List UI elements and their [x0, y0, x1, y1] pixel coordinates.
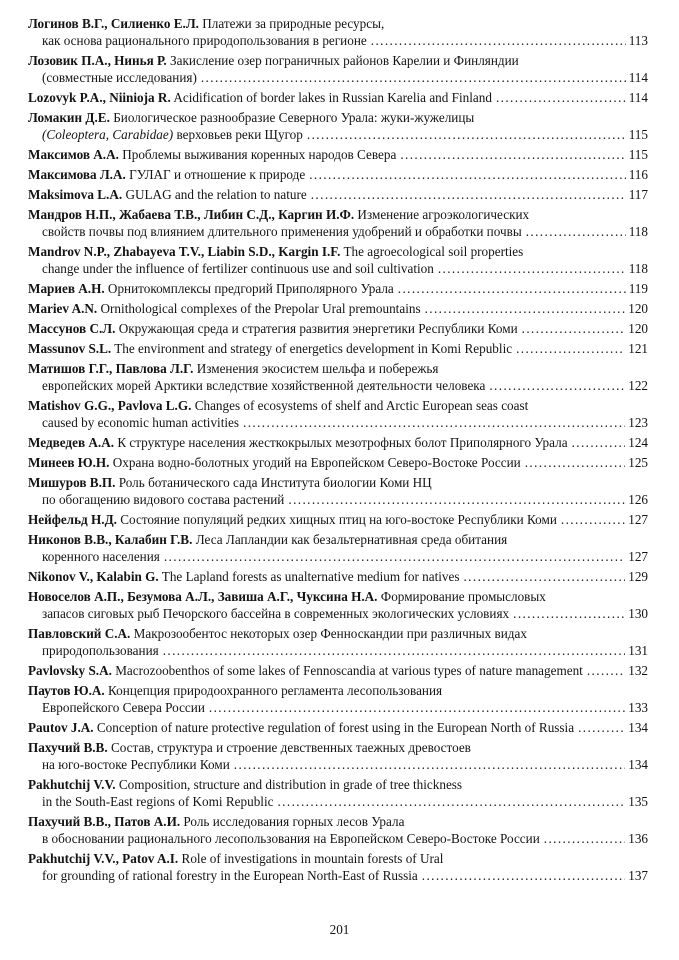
entry-title-segment: Состав, структура и строение девственных таежных древостоев: [110, 740, 471, 755]
entry-text: [42, 491, 284, 508]
entry-page-number: 133: [628, 700, 648, 715]
entry-title-segment: for grounding of rational forestry in the European North-East of Russia: [42, 868, 418, 883]
entry-text: [28, 813, 404, 830]
entry-authors: Massunov S.L.: [28, 341, 112, 356]
entry-text: [28, 682, 442, 699]
entry-title-segment: Роль ботанического сада Института биологии Коми НЦ: [118, 475, 432, 490]
entry-page-number: 115: [628, 147, 648, 162]
entry-title-segment: Охрана водно-болотных угодий на Европейском Северо-Востоке России: [112, 455, 521, 470]
entry-title-segment: GULAG and the relation to nature: [125, 187, 307, 202]
dot-leader: [525, 454, 626, 471]
dot-leader: [561, 511, 625, 528]
entry-authors: Логинов В.Г., Силиенко Е.Л.: [28, 16, 199, 31]
entry-title-segment: коренного населения: [42, 549, 160, 564]
entry-title-segment: ГУЛАГ и отношение к природе: [129, 167, 306, 182]
entry-page-number: 122: [628, 378, 648, 393]
toc-entry: [28, 206, 648, 240]
toc-entry: [28, 166, 648, 183]
entry-text: [28, 474, 432, 491]
dot-leader: [288, 491, 625, 508]
entry-continuation-line: [28, 867, 648, 884]
entry-authors: Павловский С.А.: [28, 626, 131, 641]
entry-text: [42, 867, 418, 884]
entry-authors: Pakhutchij V.V.: [28, 777, 116, 792]
entry-text: [28, 320, 518, 337]
entry-text: [28, 52, 519, 69]
entry-title-segment: на юго-востоке Республики Коми: [42, 757, 230, 772]
toc-entry: [28, 109, 648, 143]
entry-title-segment: Изменения экосистем шельфа и побережья: [196, 361, 439, 376]
entry-first-line: [28, 166, 648, 183]
dot-leader: [463, 568, 625, 585]
entry-page-number: 113: [628, 33, 648, 48]
dot-leader: [425, 300, 626, 317]
entry-text: [28, 588, 546, 605]
entry-text: [28, 340, 512, 357]
entry-first-line: [28, 739, 648, 756]
entry-authors: Матишов Г.Г., Павлова Л.Г.: [28, 361, 194, 376]
entry-text: [28, 531, 507, 548]
entry-first-line: [28, 625, 648, 642]
entry-authors: Пахучий В.В., Патов А.И.: [28, 814, 181, 829]
entry-authors: Максимова Л.А.: [28, 167, 126, 182]
entry-authors: Maksimova L.A.: [28, 187, 123, 202]
toc-entry: [28, 15, 648, 49]
entry-text: [28, 454, 521, 471]
entry-text: [42, 414, 239, 431]
entry-title-segment: Европейского Севера России: [42, 700, 205, 715]
entry-title-segment: Ornithological complexes of the Prepolar Ural premountains: [100, 301, 421, 316]
entry-first-line: [28, 662, 648, 679]
toc-entry: [28, 588, 648, 622]
entry-title-segment: Conception of nature protective regulation of forest using in the European North of Russia: [96, 720, 575, 735]
entry-first-line: [28, 300, 648, 317]
entry-page-number: 118: [628, 261, 648, 276]
dot-leader: [398, 280, 626, 297]
toc-entry: [28, 719, 648, 736]
entry-text: [42, 830, 540, 847]
entry-first-line: [28, 850, 648, 867]
entry-first-line: [28, 340, 648, 357]
entry-continuation-line: [28, 126, 648, 143]
dot-leader: [311, 186, 626, 203]
entry-title-segment: Платежи за природные ресурсы,: [202, 16, 385, 31]
entry-page-number: 126: [628, 492, 648, 507]
entry-authors: Мандров Н.П., Жабаева Т.В., Либин С.Д., Каргин И.Ф.: [28, 207, 355, 222]
entry-text: [28, 89, 492, 106]
entry-page-number: 137: [628, 868, 648, 883]
dot-leader: [243, 414, 625, 431]
entry-continuation-line: [28, 793, 648, 810]
entry-authors: Pakhutchij V.V., Patov A.I.: [28, 851, 179, 866]
dot-leader: [587, 662, 625, 679]
entry-continuation-line: [28, 377, 648, 394]
toc-entry: [28, 531, 648, 565]
entry-title-italic-segment: (Coleoptera, Carabidae): [42, 127, 174, 142]
entry-text: [42, 126, 303, 143]
entry-page-number: 119: [628, 281, 648, 296]
entry-text: [28, 166, 305, 183]
entry-continuation-line: [28, 756, 648, 773]
entry-first-line: [28, 511, 648, 528]
entry-authors: Минеев Ю.Н.: [28, 455, 110, 470]
entry-first-line: [28, 243, 648, 260]
entry-first-line: [28, 719, 648, 736]
entry-title-segment: The agroecological soil properties: [343, 244, 524, 259]
entry-authors: Matishov G.G., Pavlova L.G.: [28, 398, 192, 413]
entry-continuation-line: [28, 642, 648, 659]
toc-entry: [28, 850, 648, 884]
toc-entry: [28, 300, 648, 317]
entry-text: [42, 32, 367, 49]
entry-page-number: 115: [628, 127, 648, 142]
entry-page-number: 134: [628, 757, 648, 772]
dot-leader: [522, 320, 626, 337]
entry-text: [42, 69, 197, 86]
entry-title-segment: европейских морей Арктики вследствие хозяйственной деятельности человека: [42, 378, 486, 393]
entry-text: [28, 109, 474, 126]
entry-authors: Никонов В.В., Калабин Г.В.: [28, 532, 193, 547]
entry-title-segment: Формирование промысловых: [380, 589, 546, 604]
entry-page-number: 136: [628, 831, 648, 846]
entry-title-segment: The environment and strategy of energetics development in Komi Republic: [114, 341, 513, 356]
entry-title-segment: Composition, structure and distribution in grade of tree thickness: [118, 777, 463, 792]
dot-leader: [544, 830, 625, 847]
toc-entry: [28, 243, 648, 277]
entry-authors: Pavlovsky S.A.: [28, 663, 112, 678]
entry-page-number: 127: [628, 549, 648, 564]
entry-text: [28, 146, 396, 163]
dot-leader: [422, 867, 625, 884]
dot-leader: [496, 89, 626, 106]
entry-text: [42, 699, 205, 716]
dot-leader: [489, 377, 625, 394]
entry-authors: Nikonov V., Kalabin G.: [28, 569, 159, 584]
entry-title-segment: запасов сиговых рыб Печорского бассейна в современных экологических условиях: [42, 606, 510, 621]
dot-leader: [400, 146, 625, 163]
entry-first-line: [28, 109, 648, 126]
entry-title-segment: Закисление озер пограничных районов Карелии и Финляндии: [170, 53, 519, 68]
entry-title-segment: верховьев реки Щугор: [173, 127, 303, 142]
entry-page-number: 125: [628, 455, 648, 470]
dot-leader: [526, 223, 626, 240]
entry-first-line: [28, 146, 648, 163]
entry-authors: Медведев А.А.: [28, 435, 115, 450]
toc-entry: [28, 340, 648, 357]
entry-authors: Пахучий В.В.: [28, 740, 108, 755]
entry-text: [28, 434, 568, 451]
dot-leader: [309, 166, 626, 183]
entry-title-segment: Role of investigations in mountain forests of Ural: [181, 851, 444, 866]
entry-page-number: 117: [628, 187, 648, 202]
entry-title-segment: в обосновании рационального лесопользования на Европейском Северо-Востоке России: [42, 831, 540, 846]
entry-page-number: 131: [628, 643, 648, 658]
entry-title-segment: Биологическое разнообразие Северного Урала: жуки-жужелицы: [113, 110, 475, 125]
toc-entry: [28, 320, 648, 337]
entry-title-segment: Орнитокомплексы предгорий Приполярного Урала: [107, 281, 394, 296]
toc-entry: [28, 186, 648, 203]
toc-entry: [28, 739, 648, 773]
entry-first-line: [28, 434, 648, 451]
toc-entry: [28, 52, 648, 86]
entry-first-line: [28, 360, 648, 377]
entry-authors: Новоселов А.П., Безумова А.Л., Завиша А.Г., Чуксина Н.А.: [28, 589, 378, 604]
entry-text: [28, 511, 557, 528]
toc-entry: [28, 511, 648, 528]
entry-title-segment: как основа рационального природопользования в регионе: [42, 33, 367, 48]
entry-authors: Мишуров В.П.: [28, 475, 116, 490]
entry-first-line: [28, 682, 648, 699]
dot-leader: [578, 719, 625, 736]
toc-entry: [28, 89, 648, 106]
toc-entry: [28, 397, 648, 431]
entry-text: [28, 850, 443, 867]
entry-first-line: [28, 776, 648, 793]
entry-title-segment: природопользования: [42, 643, 159, 658]
entry-title-segment: Окружающая среда и стратегия развития энергетики Республики Коми: [118, 321, 518, 336]
entry-text: [28, 397, 528, 414]
entry-text: [28, 300, 421, 317]
entry-page-number: 130: [628, 606, 648, 621]
entry-continuation-line: [28, 830, 648, 847]
entry-title-segment: change under the influence of fertilizer continuous use and soil cultivation: [42, 261, 434, 276]
entry-first-line: [28, 320, 648, 337]
entry-authors: Паутов Ю.А.: [28, 683, 105, 698]
entry-title-segment: свойств почвы под влиянием длительного применения удобрений и обработки почвы: [42, 224, 522, 239]
entry-title-segment: Роль исследования горных лесов Урала: [183, 814, 405, 829]
toc-entry: [28, 682, 648, 716]
entry-text: [28, 243, 523, 260]
dot-leader: [572, 434, 626, 451]
entry-title-segment: in the South-East regions of Komi Republic: [42, 794, 274, 809]
entry-page-number: 120: [628, 321, 648, 336]
entry-title-segment: Changes of ecosystems of shelf and Arctic European seas coast: [194, 398, 529, 413]
entry-title-segment: Macrozoobenthos of some lakes of Fennoscandia at various types of nature management: [115, 663, 583, 678]
entry-continuation-line: [28, 414, 648, 431]
toc-entry: [28, 776, 648, 810]
entry-text: [28, 206, 529, 223]
dot-leader: [277, 793, 625, 810]
toc-entry: [28, 474, 648, 508]
entry-title-segment: Изменение агроэкологических: [357, 207, 530, 222]
entry-text: [28, 739, 471, 756]
entry-page-number: 114: [628, 70, 648, 85]
entry-page-number: 123: [628, 415, 648, 430]
dot-leader: [201, 69, 626, 86]
entry-authors: Pautov J.A.: [28, 720, 94, 735]
toc-entry: [28, 454, 648, 471]
entry-first-line: [28, 474, 648, 491]
dot-leader: [513, 605, 625, 622]
entry-title-segment: Леса Лапландии как безальтернативная среда обитания: [195, 532, 508, 547]
entry-text: [28, 719, 574, 736]
entry-first-line: [28, 568, 648, 585]
entry-first-line: [28, 186, 648, 203]
entry-page-number: 124: [628, 435, 648, 450]
entry-page-number: 114: [628, 90, 648, 105]
entry-text: [28, 280, 394, 297]
entry-first-line: [28, 280, 648, 297]
entry-page-number: 129: [628, 569, 648, 584]
entry-page-number: 134: [628, 720, 648, 735]
entry-text: [28, 662, 583, 679]
entry-page-number: 116: [628, 167, 648, 182]
folio-page-number: 201: [329, 922, 350, 937]
entry-continuation-line: [28, 260, 648, 277]
entry-text: [28, 776, 462, 793]
entry-page-number: 120: [628, 301, 648, 316]
entry-text: [42, 793, 273, 810]
entry-authors: Массунов С.Л.: [28, 321, 116, 336]
dot-leader: [164, 548, 625, 565]
entry-continuation-line: [28, 605, 648, 622]
entry-title-segment: Состояние популяций редких хищных птиц на юго-востоке Республики Коми: [120, 512, 557, 527]
entry-first-line: [28, 15, 648, 32]
dot-leader: [438, 260, 626, 277]
entry-title-segment: Макрозообентос некоторых озер Фенноскандии при различных видах: [133, 626, 527, 641]
entry-text: [28, 568, 459, 585]
entry-first-line: [28, 813, 648, 830]
entry-first-line: [28, 89, 648, 106]
entry-text: [42, 260, 434, 277]
entry-text: [28, 625, 527, 642]
entry-authors: Максимов А.А.: [28, 147, 119, 162]
entry-authors: Мариев А.Н.: [28, 281, 105, 296]
entry-authors: Ломакин Д.Е.: [28, 110, 110, 125]
dot-leader: [516, 340, 625, 357]
entry-authors: Mandrov N.P., Zhabayeva T.V., Liabin S.D., Kargin I.F.: [28, 244, 341, 259]
toc-entry: [28, 280, 648, 297]
entry-first-line: [28, 52, 648, 69]
toc-entry: [28, 813, 648, 847]
entry-continuation-line: [28, 32, 648, 49]
toc-entry: [28, 434, 648, 451]
entry-text: [42, 642, 159, 659]
entry-title-segment: по обогащению видового состава растений: [42, 492, 285, 507]
entry-authors: Lozovyk P.A., Niinioja R.: [28, 90, 171, 105]
entry-title-segment: Проблемы выживания коренных народов Севера: [122, 147, 397, 162]
toc-list: [28, 15, 648, 884]
entry-first-line: [28, 397, 648, 414]
entry-continuation-line: [28, 223, 648, 240]
entry-text: [28, 186, 307, 203]
toc-entry: [28, 625, 648, 659]
entry-text: [42, 605, 509, 622]
entry-page-number: 127: [628, 512, 648, 527]
entry-text: [28, 15, 384, 32]
entry-authors: Нейфельд Н.Д.: [28, 512, 117, 527]
entry-title-segment: caused by economic human activities: [42, 415, 240, 430]
page-footer: [0, 922, 679, 938]
entry-continuation-line: [28, 548, 648, 565]
entry-text: [28, 360, 439, 377]
toc-entry: [28, 568, 648, 585]
dot-leader: [371, 32, 626, 49]
entry-first-line: [28, 454, 648, 471]
entry-page-number: 132: [628, 663, 648, 678]
entry-title-segment: К структуре населения жесткокрылых мезотрофных болот Приполярного Урала: [117, 435, 568, 450]
dot-leader: [209, 699, 625, 716]
entry-first-line: [28, 588, 648, 605]
entry-title-segment: Концепция природоохранного регламента лесопользования: [108, 683, 443, 698]
toc-entry: [28, 662, 648, 679]
entry-continuation-line: [28, 69, 648, 86]
toc-entry: [28, 146, 648, 163]
entry-continuation-line: [28, 491, 648, 508]
entry-text: [42, 548, 160, 565]
entry-continuation-line: [28, 699, 648, 716]
entry-text: [42, 756, 230, 773]
entry-title-segment: (совместные исследования): [42, 70, 197, 85]
entry-title-segment: The Lapland forests as unalternative medium for natives: [161, 569, 460, 584]
entry-text: [42, 223, 522, 240]
entry-text: [42, 377, 485, 394]
entry-page-number: 121: [628, 341, 648, 356]
entry-authors: Mariev A.N.: [28, 301, 98, 316]
entry-authors: Лозовик П.А., Нинья Р.: [28, 53, 167, 68]
dot-leader: [163, 642, 626, 659]
toc-entry: [28, 360, 648, 394]
dot-leader: [307, 126, 626, 143]
dot-leader: [234, 756, 625, 773]
entry-first-line: [28, 206, 648, 223]
entry-first-line: [28, 531, 648, 548]
entry-page-number: 135: [628, 794, 648, 809]
entry-page-number: 118: [628, 224, 648, 239]
entry-title-segment: Acidification of border lakes in Russian Karelia and Finland: [173, 90, 492, 105]
